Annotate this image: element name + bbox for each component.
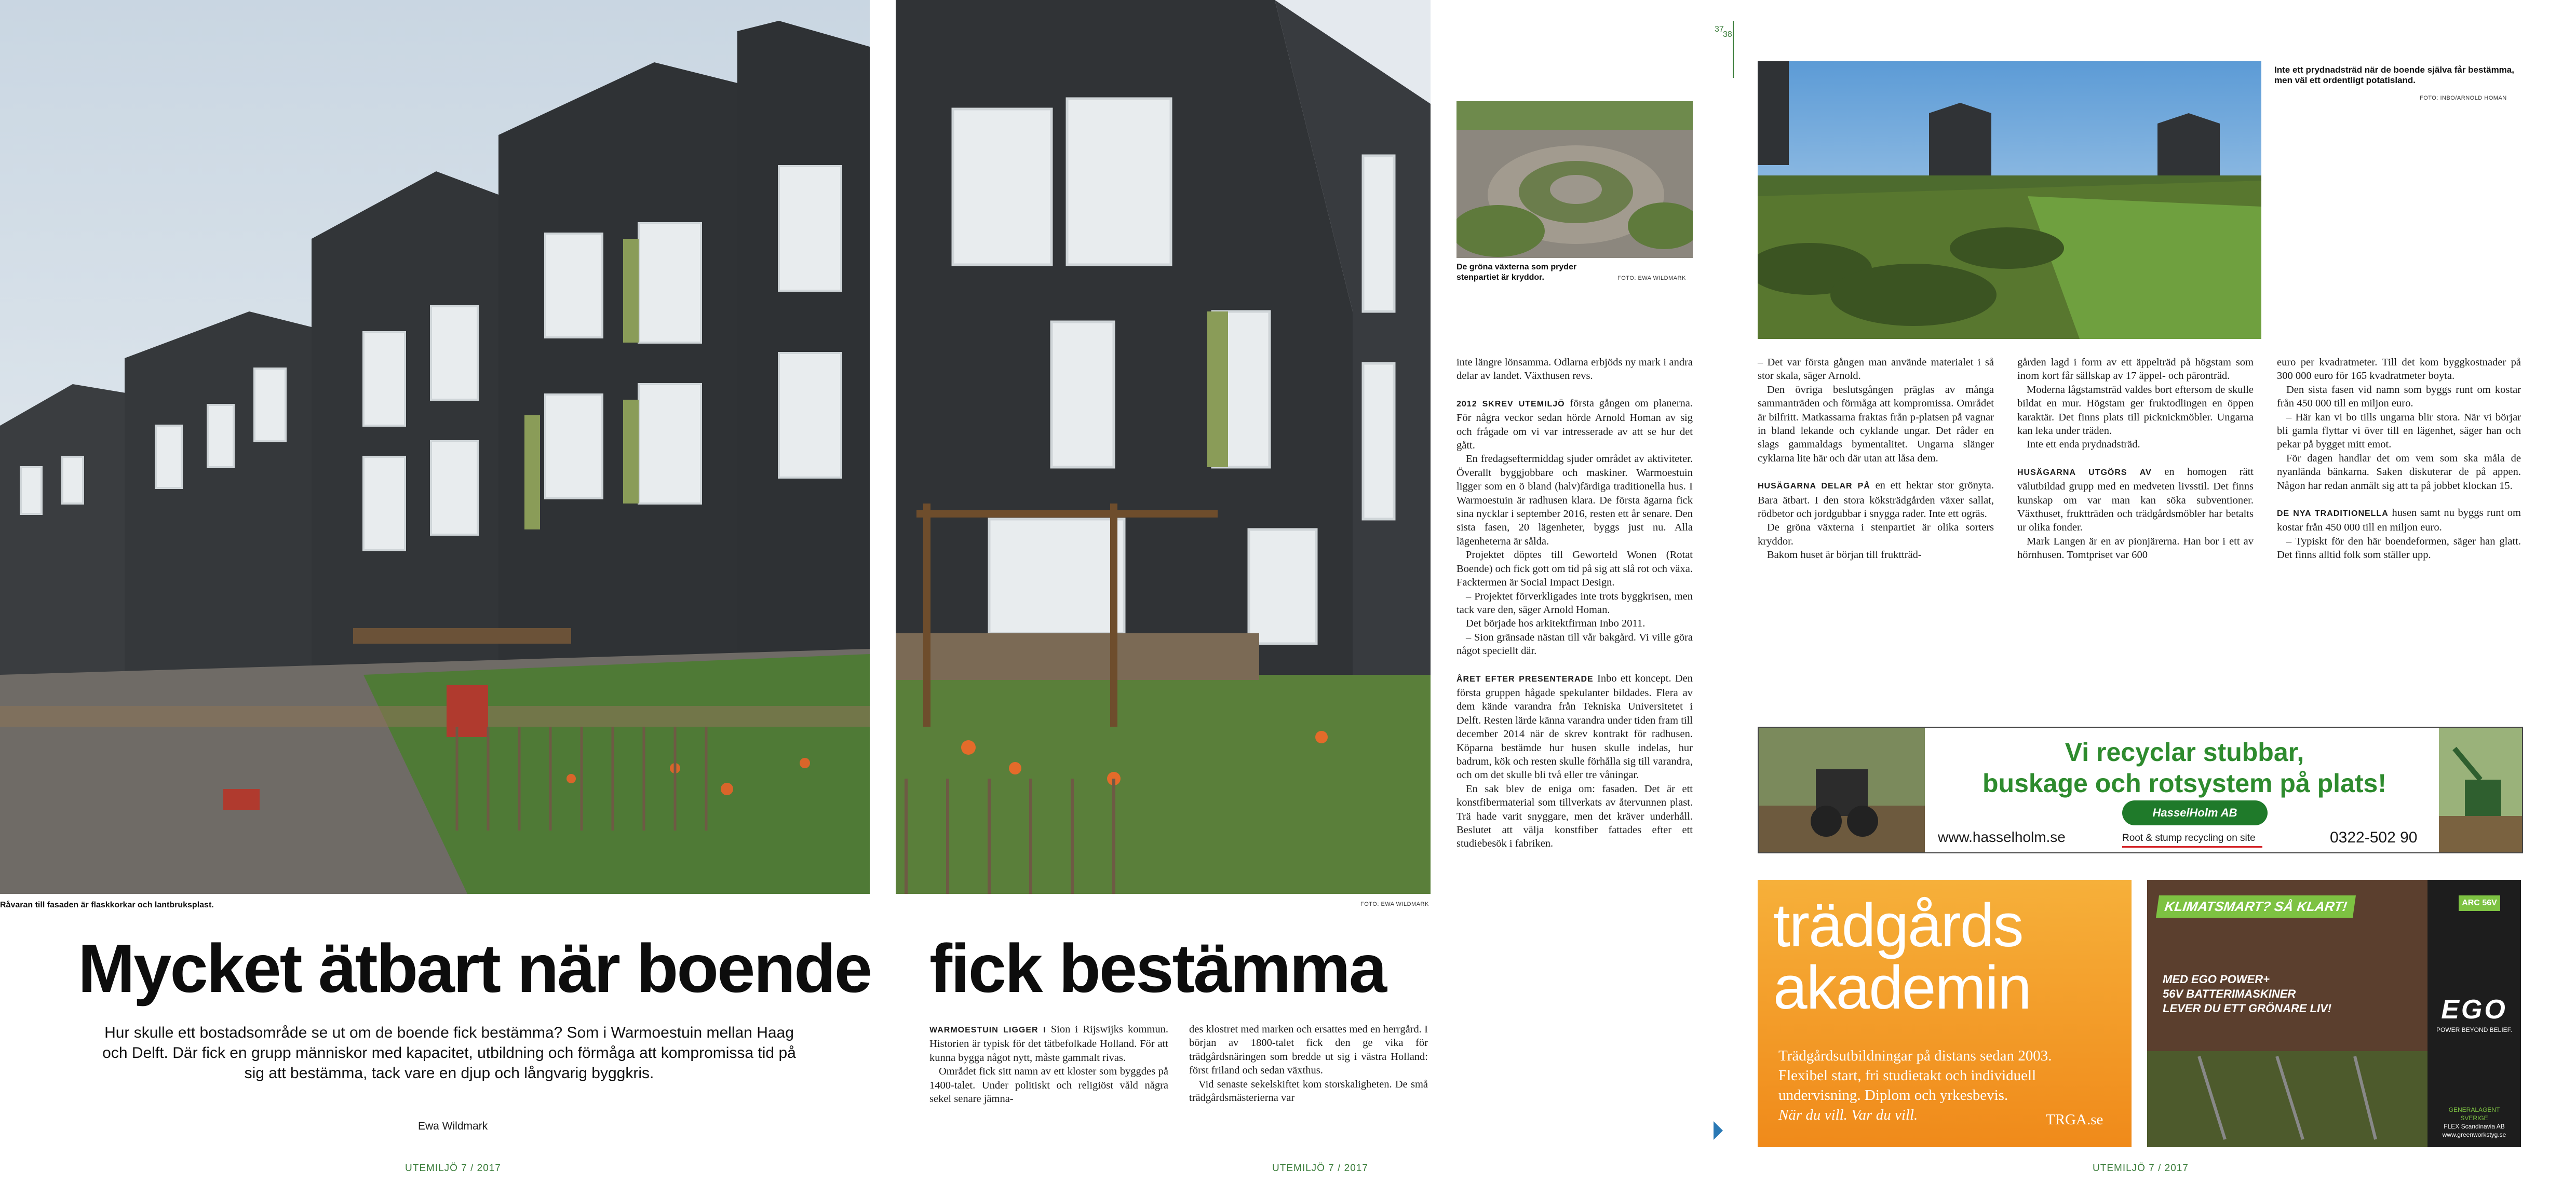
article-ingress: Hur skulle ett bostadsområde se ut om de boende fick bestämma? Som i Warmoestuin mellan Haag och Delft. Där fick en grupp människor med kapacitet, utbildning och förmåga att kompromissa tid på sig att bestämma, tack vare en djup och långvarig byggkris. (102, 1024, 796, 1082)
page-number-right: 38 (1723, 30, 1732, 39)
ego-ad[interactable] (2147, 880, 2521, 1147)
col5-p5: Mark Langen är en av pionjärerna. Han bor i ett av hörnhusen. Tomtpriset var 600 (2017, 535, 2254, 561)
article-title-part2: fick bestämma (929, 930, 1386, 1006)
tradgard-line-2: Flexibel start, fri studietakt och individuell (1778, 1067, 2036, 1084)
hasselholm-headline-1: Vi recyclar stubbar, (2065, 738, 2304, 767)
col3-p2: En fredagseftermiddag sjuder området av aktiviteter. Överallt byggjobbare och maskiner. Warmoestuin ligger som en ö bland (halv)färdiga traditionella hus. I Warmoestuin är radhusen klara. De första ägarna fick sina nycklar i september 2016, resten ett år senare. Den sista fasen, 20 lägenheter, byggs just nu. Alla lägenheterna är sålda. (1456, 453, 1693, 547)
col2-p1: des klostret med marken och ersattes med en herrgård. I början av 1800-talet fick den ge vika för trädgårdsnäringen som bredde ut sig i västra Holland: först friland och sedan växthus. (1189, 1024, 1428, 1077)
page-number-left: 37 (1715, 25, 1724, 34)
col1-p2: Området fick sitt namn av ett kloster som byggdes på 1400-talet. Under politiskt och religiöst våld några sekel senare jämna- (929, 1066, 1168, 1105)
hasselholm-phone[interactable]: 0322-502 90 (2330, 829, 2418, 846)
col5-lead: HUSÄGARNA UTGÖRS AV (2017, 468, 2152, 477)
col5-p1: gården lagd i form av ett äppelträd på högstam som inom kort får sällskap av 17 äppel- och päronträd. (2017, 357, 2254, 382)
col5-p3: Inte ett enda prydnadsträd. (2027, 439, 2140, 451)
end-arrow-icon (1714, 1121, 1723, 1140)
hasselholm-ad[interactable] (1758, 727, 2523, 853)
ego-footer (2435, 1106, 2513, 1139)
body-column-3 (1456, 356, 1693, 851)
tradgard-title-2: akademin (1773, 954, 2031, 1022)
col3-lead2: ÅRET EFTER PRESENTERADE (1456, 674, 1594, 684)
ego-badge: KLIMATSMART? SÅ KLART! (2156, 895, 2356, 918)
article-title-part1: Mycket ätbart när boende (78, 930, 871, 1006)
page-number-rule (1733, 21, 1734, 78)
col6-p3: – Här kan vi bo tills ungarna blir stora. När vi börjar bli gamla flyttar vi över till en lägenhet, säger han och pekar på bygget mitt emot. (2277, 411, 2521, 451)
col6-p6: – Typiskt för den här boendeformen, säger han glatt. Det finns alltid folk som ställer upp. (2277, 535, 2521, 561)
hasselholm-logo (2122, 800, 2268, 825)
ego-copy-1: MED EGO POWER+ (2163, 973, 2270, 986)
tradgardsakademin-ad[interactable] (1758, 880, 2132, 1147)
col3-p3: Projektet döptes till Geworteld Wonen (Rotat Boende) och fick gott om tid på sig att slå rot och växa. Facktermen är Social Impact Design. (1456, 549, 1693, 589)
col4-lead: HUSÄGARNA DELAR PÅ (1758, 482, 1870, 491)
ego-footer-1: GENERALAGENT SVERIGE (2448, 1106, 2500, 1122)
tradgard-title-1: trädgårds (1773, 891, 2023, 960)
col3-p1: första gången om planerna. För några veckor sedan hörde Arnold Homan av sig och frågade om vi var intresserade av att se hur det gått. (1456, 397, 1693, 452)
tradgard-line-1: Trädgårdsutbildningar på distans sedan 2003. (1778, 1048, 2052, 1064)
folio-left-2: UTEMILJÖ 7 / 2017 (1272, 1163, 1368, 1174)
hasselholm-url[interactable]: www.hasselholm.se (1938, 829, 2066, 845)
col3-lead1: 2012 SKREV UTEMILJÖ (1456, 399, 1565, 409)
hasselholm-brand: HasselHolm AB (2152, 806, 2237, 819)
vegetable-photo-caption: Inte ett prydnadsträd när de boende själva får bestämma, men väl ett ordentligt potatisland. (2274, 65, 2514, 85)
col2-p2: Vid senaste sekelskiftet kom storskaligheten. De små trädgårdsmästerierna var (1189, 1078, 1428, 1104)
body-column-2 (1189, 1023, 1428, 1105)
col3-p6: – Sion gränsade nästan till vår bakgård. Vi ville göra något speciellt där. (1456, 631, 1693, 657)
col6-p5: husen samt nu byggs runt om kostar från 450 000 till en miljon euro. (2277, 507, 2521, 534)
tradgard-line-3: undervisning. Diplom och yrkesbevis. (1778, 1087, 2008, 1104)
col6-p4: För dagen handlar det om vem som ska måla de nyanlända bänkarna. Saken diskuterar de på appen. Någon har redan anmält sig att ta på jobbet klockan 15. (2277, 452, 2521, 492)
article-author: Ewa Wildmark (418, 1120, 488, 1132)
col4-p3: en ett hektar stor grönyta. Bara ätbart. I den stora köksträdgården växer sallat, rödbetor och jordgubbar i snygga rader. Inte ett ogräs. (1758, 480, 1994, 520)
col3-p7: Inbo ett koncept. Den första gruppen hågade spekulanter bildades. Flera av dem kände varandra från Tekniska Universitetet i Delft. Resten lärde känna varandra under tiden fram till december 2014 när de skrev kontrakt för radhusen. Köparna bestämde hur husen skulle indelas, hur badrum, kök och resten skulle förhålla sig till varandra, och om det skulle bli två eller tre våningar. (1456, 672, 1693, 781)
folio-left: UTEMILJÖ 7 / 2017 (405, 1163, 501, 1174)
ego-copy (2163, 972, 2331, 1016)
body-column-5 (2017, 356, 2254, 562)
herb-photo-caption: De gröna växterna som pryder stenpartiet är kryddor. (1456, 263, 1577, 282)
main-photo-credit: FOTO: EWA WILDMARK (1360, 901, 1429, 907)
tradgard-url[interactable]: TRGA.se (2046, 1111, 2103, 1128)
hasselholm-tagline: Root & stump recycling on site (2122, 833, 2256, 844)
col3-p0: inte längre lönsamma. Odlarna erbjöds ny mark i andra delar av landet. Växthusen revs. (1456, 357, 1693, 382)
col1-lead: WARMOESTUIN LIGGER I (929, 1026, 1046, 1035)
ego-footer-2: FLEX Scandinavia AB (2444, 1123, 2505, 1130)
main-photo-left (0, 0, 870, 894)
herb-garden-photo (1456, 101, 1693, 258)
col4-p1: – Det var första gången man använde materialet i så stor skala, säger Arnold. (1758, 357, 1994, 382)
main-photo-caption: Råvaran till fasaden är flaskkorkar och lantbruksplast. (0, 901, 214, 909)
ego-slogan: POWER BEYOND BELIEF. (2436, 1026, 2513, 1033)
col6-p2: Den sista fasen vid namn som byggs runt om kostar från 450 000 till en miljon euro. (2277, 384, 2521, 410)
col3-p8: En sak blev de eniga om: fasaden. Det är ett konstfibermaterial som tillverkats av återvunnen plast. Trä hade varit snyggare, men det kräver underhåll. Beslutet att välja konstfiber fattades efter ett studiebesök i fabriken. (1456, 783, 1693, 850)
col5-p2: Moderna lågstamsträd valdes bort eftersom de skulle bildat en mur. Högstam ger fruktodlingen en öppen karaktär. Det finns plats till picknickmöbler. Ungarna kan leka under träden. (2017, 384, 2254, 437)
col3-p4: – Projektet förverkligades inte trots byggkrisen, men tack vare den, säger Arnold Homan. (1456, 590, 1693, 616)
ego-logo: EGO (2441, 995, 2507, 1025)
col1-p1: Sion i Rijswijks kommun. Historien är typisk för det tätbefolkade Holland. För att kunna bygga något nytt, måste gammalt rivas. (929, 1024, 1169, 1064)
tradgard-line-4: När du vill. Var du vill. (1778, 1107, 1918, 1123)
col6-p1: euro per kvadratmeter. Till det kom byggkostnader på 300 000 euro för 165 kvadratmeter boyta. (2277, 357, 2521, 382)
col4-p5: Bakom huset är början till fruktträd- (1767, 549, 1922, 561)
ego-footer-3[interactable]: www.greenworkstyg.se (2442, 1131, 2506, 1138)
body-column-1 (929, 1023, 1168, 1106)
col4-p4: De gröna växterna i stenpartiet är olika sorters kryddor. (1758, 522, 1994, 547)
main-photo-right-part (896, 0, 1431, 894)
ego-arc-badge: ARC 56V (2459, 895, 2500, 911)
ego-copy-3: LEVER DU ETT GRÖNARE LIV! (2163, 1002, 2332, 1015)
col6-lead: DE NYA TRADITIONELLA (2277, 509, 2389, 519)
col4-p2: Den övriga beslutsgången präglas av många sammanträden och förmåga att kompromissa. Området är bilfritt. Matkassarna fraktas från p-platsen på vagnar in bland lekande och cyklande ungar. Det råder en slags gammaldags bymentalitet. Ungarna slänger cyklarna lite här och där utan att låsa dem. (1758, 384, 1994, 464)
body-column-6 (2277, 356, 2521, 562)
body-column-4 (1758, 356, 1994, 562)
hasselholm-headline-2: buskage och rotsystem på plats! (1982, 769, 2386, 798)
stump-machine-photo (1759, 728, 1925, 852)
folio-right: UTEMILJÖ 7 / 2017 (2093, 1163, 2189, 1174)
col5-p4: en homogen rätt välutbildad grupp med en medveten livsstil. Det finns kunskap om var man kan söka subventioner. Växthuset, fruktträden och trädgårdsmöbler har betalts ur olika fonder. (2017, 466, 2254, 534)
ego-copy-2: 56V BATTERIMASKINER (2163, 987, 2296, 1000)
excavator-photo (2439, 728, 2522, 852)
tagline-underline (2122, 846, 2262, 848)
vegetable-photo-credit: FOTO: INBO/ARNOLD HOMAN (2420, 95, 2507, 101)
vegetable-garden-photo (1758, 61, 2261, 339)
col3-p5: Det började hos arkitektfirman Inbo 2011. (1466, 618, 1646, 630)
herb-photo-credit: FOTO: EWA WILDMARK (1617, 275, 1686, 281)
